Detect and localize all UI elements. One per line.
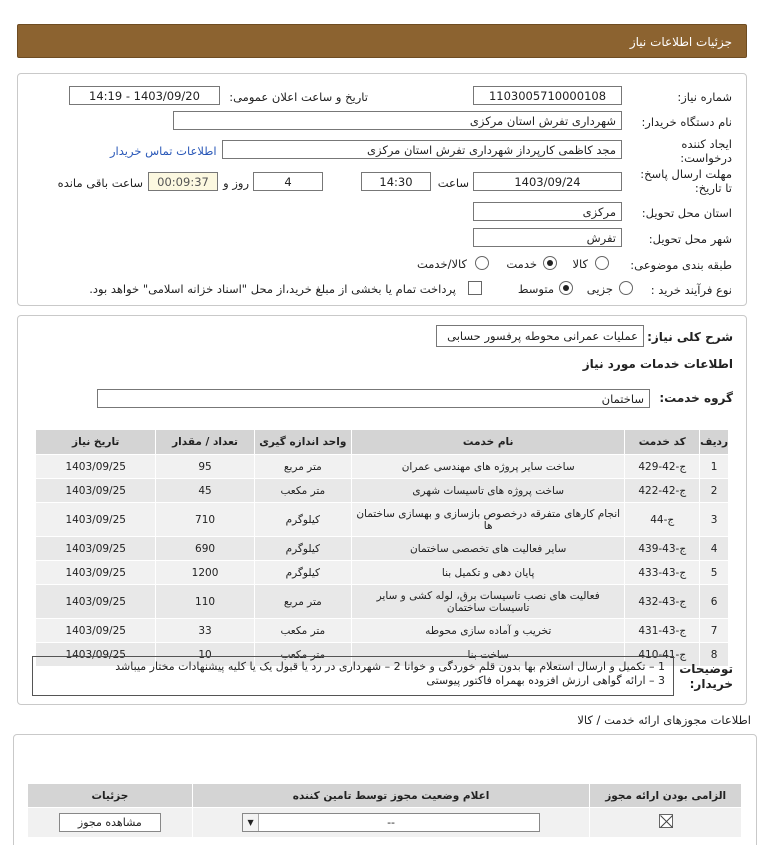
days-label: روز و <box>223 176 249 190</box>
summary-field: عملیات عمرانی محوطه پرفسور حسابی <box>436 325 644 347</box>
permits-table-header <box>28 784 742 808</box>
permit-details-cell <box>28 808 193 838</box>
city-field: تفرش <box>473 228 622 247</box>
page-title: جزئیات اطلاعات نیاز <box>629 35 732 49</box>
remaining-time-field: 00:09:37 <box>148 172 218 191</box>
cell-unit: متر مکعب <box>254 619 351 643</box>
cell-code: ج-44 <box>625 503 700 537</box>
cell-date: 1403/09/25 <box>36 585 156 619</box>
notes-line-1: 1 – تکمیل و ارسال استعلام بها بدون قلم خوردگی و خوانا 2 – شهرداری در رد یا قبول یک یا کلیه پیشنهادات مختار میباشد <box>115 660 665 673</box>
cell-unit: متر مربع <box>254 585 351 619</box>
cell-code: ج-42-422 <box>625 479 700 503</box>
deadline-date-field: 1403/09/24 <box>473 172 622 191</box>
process-minor-radio[interactable] <box>619 281 633 295</box>
cell-date: 1403/09/25 <box>36 643 156 667</box>
services-table-header <box>36 430 729 455</box>
category-goods-service-radio[interactable] <box>475 256 489 270</box>
cell-unit: متر مکعب <box>254 479 351 503</box>
permit-status-cell <box>192 808 590 838</box>
creator-label-2: درخواست: <box>680 151 732 165</box>
cell-row: 3 <box>700 503 729 537</box>
col-permit-details: جزئیات <box>28 784 193 808</box>
cell-code: ج-43-433 <box>625 561 700 585</box>
permits-title: اطلاعات مجوزهای ارائه خدمت / کالا <box>577 713 751 727</box>
table-row <box>36 503 729 537</box>
cell-quantity: 95 <box>156 455 254 479</box>
buyer-org-field: شهرداری تفرش استان مرکزی <box>173 111 622 130</box>
col-permit-required: الزامی بودن ارائه مجوز <box>590 784 742 808</box>
table-row <box>36 537 729 561</box>
notes-label-1: توضیحات <box>679 662 733 676</box>
cell-quantity: 33 <box>156 619 254 643</box>
cell-unit: متر مربع <box>254 455 351 479</box>
cell-code: ج-43-431 <box>625 619 700 643</box>
notes-line-2: 3 – ارائه گواهی ارزش افزوده بهمراه فاکتور پیوستی <box>426 674 665 687</box>
need-number-label: شماره نیاز: <box>677 90 732 104</box>
cell-name: فعالیت های نصب تاسیسات برق، لوله کشی و سایر تاسیسات ساختمان <box>351 585 624 619</box>
cell-name: پایان دهی و تکمیل بنا <box>351 561 624 585</box>
treasury-payment-checkbox[interactable] <box>468 281 482 295</box>
cell-row: 5 <box>700 561 729 585</box>
cell-date: 1403/09/25 <box>36 479 156 503</box>
cell-name: ساخت سایر پروژه های مهندسی عمران <box>351 455 624 479</box>
contact-buyer-link[interactable]: اطلاعات تماس خریدار <box>110 144 217 158</box>
col-quantity: تعداد / مقدار <box>156 430 254 455</box>
permit-status-select[interactable] <box>242 813 540 832</box>
table-row <box>36 585 729 619</box>
category-goods-radio[interactable] <box>595 256 609 270</box>
cell-quantity: 10 <box>156 643 254 667</box>
page-header <box>17 24 747 58</box>
province-label: استان محل تحویل: <box>641 206 732 220</box>
cell-name: ساخت پروژه های تاسیسات شهری <box>351 479 624 503</box>
permits-table <box>27 783 742 838</box>
summary-label: شرح کلی نیاز: <box>647 330 733 344</box>
service-group-label: گروه خدمت: <box>659 391 733 405</box>
col-row: ردیف <box>700 430 729 455</box>
cell-unit: کیلوگرم <box>254 537 351 561</box>
chevron-down-icon: ▼ <box>243 814 259 831</box>
cell-code: ج-41-410 <box>625 643 700 667</box>
process-medium-label: متوسط <box>517 282 554 296</box>
announce-field: 1403/09/20 - 14:19 <box>69 86 220 105</box>
creator-label-1: ایجاد کننده <box>681 137 732 151</box>
cell-code: ج-43-432 <box>625 585 700 619</box>
cell-name: ساخت بنا <box>351 643 624 667</box>
permit-row <box>28 808 742 838</box>
cell-date: 1403/09/25 <box>36 537 156 561</box>
cell-quantity: 710 <box>156 503 254 537</box>
creator-field: مجد کاظمی کارپرداز شهرداری تفرش استان مرکزی <box>222 140 622 159</box>
cell-row: 6 <box>700 585 729 619</box>
buyer-org-label: نام دستگاه خریدار: <box>641 115 732 129</box>
buyer-notes <box>32 656 674 696</box>
cell-date: 1403/09/25 <box>36 455 156 479</box>
table-row <box>36 479 729 503</box>
process-minor-label: جزیی <box>586 282 613 296</box>
services-info-title: اطلاعات خدمات مورد نیاز <box>582 357 733 371</box>
permit-required-cell <box>590 808 742 838</box>
cell-date: 1403/09/25 <box>36 619 156 643</box>
treasury-payment-note: پرداخت تمام یا بخشی از مبلغ خرید،از محل "اسناد خزانه اسلامی" خواهد بود. <box>89 282 456 296</box>
table-row <box>36 455 729 479</box>
process-label: نوع فرآیند خرید : <box>650 283 732 297</box>
cell-quantity: 1200 <box>156 561 254 585</box>
category-label: طبقه بندی موضوعی: <box>630 258 732 272</box>
cell-row: 4 <box>700 537 729 561</box>
days-field: 4 <box>253 172 323 191</box>
deadline-label-1: مهلت ارسال پاسخ: <box>640 167 732 181</box>
view-permit-button[interactable]: مشاهده مجوز <box>59 813 161 832</box>
cell-name: سایر فعالیت های تخصصی ساختمان <box>351 537 624 561</box>
table-row <box>36 619 729 643</box>
announce-label: تاریخ و ساعت اعلان عمومی: <box>229 90 368 104</box>
col-unit: واحد اندازه گیری <box>254 430 351 455</box>
required-checkbox[interactable] <box>659 814 673 828</box>
process-medium-radio[interactable] <box>559 281 573 295</box>
table-row <box>36 561 729 585</box>
cell-quantity: 110 <box>156 585 254 619</box>
cell-date: 1403/09/25 <box>36 503 156 537</box>
category-service-radio[interactable] <box>543 256 557 270</box>
category-goods-label: کالا <box>572 257 588 271</box>
cell-row: 1 <box>700 455 729 479</box>
col-date: تاریخ نیاز <box>36 430 156 455</box>
province-field: مرکزی <box>473 202 622 221</box>
cell-code: ج-43-439 <box>625 537 700 561</box>
cell-name: تخریب و آماده سازی محوطه <box>351 619 624 643</box>
col-code: کد خدمت <box>625 430 700 455</box>
cell-unit: متر مکعب <box>254 643 351 667</box>
cell-unit: کیلوگرم <box>254 561 351 585</box>
service-group-field: ساختمان <box>97 389 650 408</box>
cell-row: 2 <box>700 479 729 503</box>
remaining-label: ساعت باقی مانده <box>57 176 143 190</box>
deadline-time-field: 14:30 <box>361 172 431 191</box>
services-table <box>35 429 729 667</box>
cell-quantity: 45 <box>156 479 254 503</box>
cell-row: 7 <box>700 619 729 643</box>
category-service-label: خدمت <box>506 257 537 271</box>
category-goods-service-label: کالا/خدمت <box>416 257 467 271</box>
col-permit-status: اعلام وضعیت مجوز توسط تامین کننده <box>192 784 590 808</box>
city-label: شهر محل تحویل: <box>648 232 732 246</box>
cell-row: 8 <box>700 643 729 667</box>
cell-quantity: 690 <box>156 537 254 561</box>
cell-code: ج-42-429 <box>625 455 700 479</box>
need-number-field: 1103005710000108 <box>473 86 622 105</box>
deadline-time-label: ساعت <box>437 176 469 190</box>
cell-date: 1403/09/25 <box>36 561 156 585</box>
cell-name: انجام کارهای متفرقه درخصوص بازسازی و بهسازی ساختمان ها <box>351 503 624 537</box>
cell-unit: کیلوگرم <box>254 503 351 537</box>
permit-status-value: -- <box>387 816 396 829</box>
notes-label-2: خریدار: <box>689 677 733 691</box>
deadline-label-2: تا تاریخ: <box>694 181 732 195</box>
col-name: نام خدمت <box>351 430 624 455</box>
